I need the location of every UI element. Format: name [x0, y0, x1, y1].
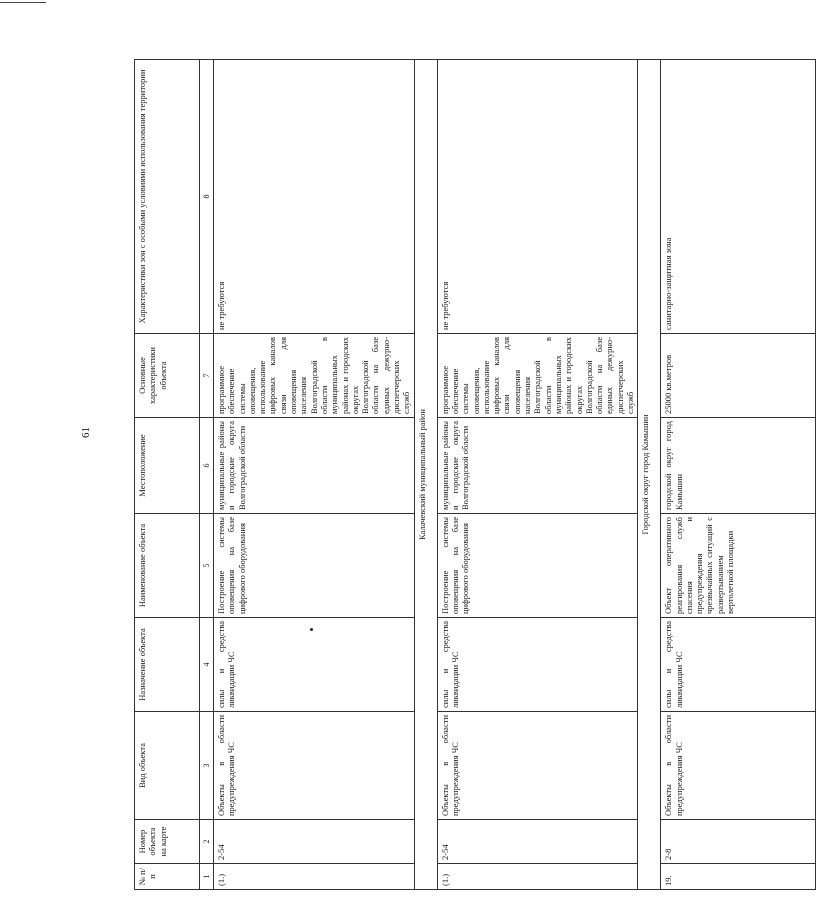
col-number: 5	[200, 514, 214, 618]
section-title: Калачевский муниципальный район	[414, 60, 437, 890]
table-row	[437, 60, 638, 890]
col-number: 4	[200, 618, 214, 712]
object-location: муниципальные районы и городские округа Волгоградской области	[437, 418, 638, 514]
row-index: (1.)	[214, 864, 415, 890]
object-characteristics: программное обеспечение системы оповещения, использование цифровых каналов связи для оповещения населения Волгоградской области в муниципальных районах и городских округах Волгоградской области на базе единых дежурно-диспетчерских служб	[214, 334, 415, 418]
header-col-1: № п/п	[135, 864, 200, 890]
header-col-5: Наименование объекта	[135, 514, 200, 618]
header-col-6: Местоположение	[135, 418, 200, 514]
object-purpose: силы и средства ликвидации ЧС	[437, 618, 638, 712]
page-number: 61	[80, 427, 92, 438]
row-index: 19.	[661, 864, 816, 890]
stray-dot-mark	[310, 628, 313, 631]
header-col-4: Назначение объекта	[135, 618, 200, 712]
row-index: (1.)	[437, 864, 638, 890]
object-location: городской округ город Камышин	[661, 418, 816, 514]
section-title: Городской округ город Камышин	[638, 60, 661, 890]
object-purpose: силы и средства ликвидации ЧС	[214, 618, 415, 712]
object-map-number: 2-8	[661, 820, 816, 864]
object-location: муниципальные районы и городские округа Волгоградской области	[214, 418, 415, 514]
column-number-row	[200, 60, 214, 890]
zone-characteristics: не требуются	[437, 60, 638, 334]
object-kind: Объекты в области предупреждения ЧС	[214, 712, 415, 820]
object-kind: Объекты в области предупреждения ЧС	[437, 712, 638, 820]
table-row	[214, 60, 415, 890]
rotated-table-page	[134, 60, 736, 890]
col-number: 8	[200, 60, 214, 334]
object-name: Построение системы оповещения на базе цифрового оборудования	[437, 514, 638, 618]
col-number: 7	[200, 334, 214, 418]
object-name: Построение системы оповещения на базе цифрового оборудования	[214, 514, 415, 618]
header-col-2: Номер объекта на карте	[135, 820, 200, 864]
object-kind: Объекты в области предупреждения ЧС	[661, 712, 816, 820]
objects-table	[134, 59, 816, 890]
col-number: 1	[200, 864, 214, 890]
table-row	[661, 60, 816, 890]
zone-characteristics: не требуются	[214, 60, 415, 334]
object-name: Объект оперативного реагирования служб спасения и предупреждения чрезвычайных ситуаций с развертыванием вертолетной площадки	[661, 514, 816, 618]
object-purpose: силы и средства ликвидации ЧС	[661, 618, 816, 712]
col-number: 3	[200, 712, 214, 820]
section-row	[414, 60, 437, 890]
col-number: 2	[200, 820, 214, 864]
zone-characteristics: санитарно-защитная зона	[661, 60, 816, 334]
header-col-7: Основные характеристики объекта	[135, 334, 200, 418]
header-col-8: Характеристики зон с особыми условиями использования территории	[135, 60, 200, 334]
header-col-3: Вид объекта	[135, 712, 200, 820]
col-number: 6	[200, 418, 214, 514]
header-row	[135, 60, 200, 890]
section-row	[638, 60, 661, 890]
top-rule	[0, 2, 46, 3]
object-characteristics: программное обеспечение системы оповещения, использование цифровых каналов связи для оповещения населения Волгоградской области в муниципальных районах и городских округах Волгоградской области на базе единых дежурно-диспетчерских служб	[437, 334, 638, 418]
object-map-number: 2-54	[214, 820, 415, 864]
object-characteristics: 25000 кв.метров	[661, 334, 816, 418]
object-map-number: 2-54	[437, 820, 638, 864]
